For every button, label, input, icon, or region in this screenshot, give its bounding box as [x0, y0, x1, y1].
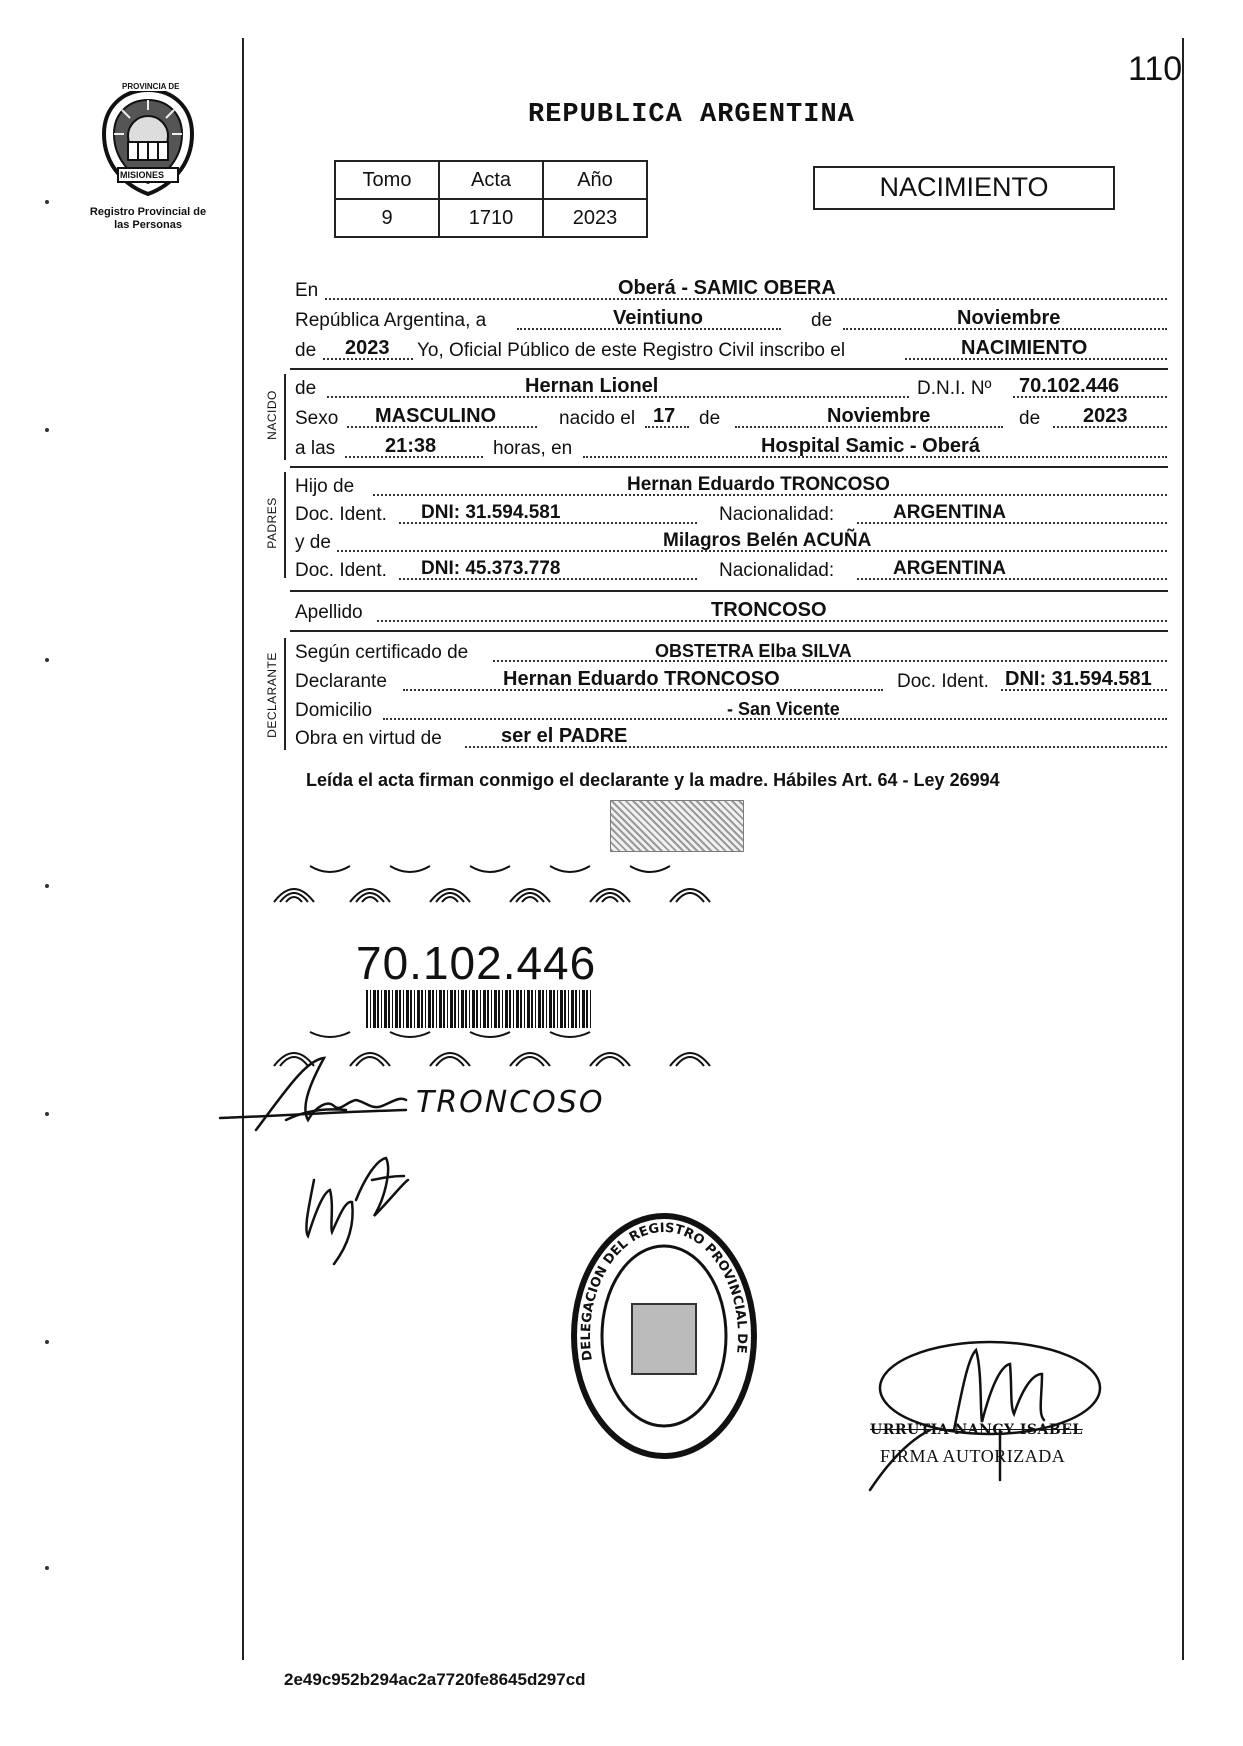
label-nacionalidad: Nacionalidad: — [719, 504, 835, 525]
barcode — [366, 990, 592, 1028]
label-doc-ident: Doc. Ident. — [295, 504, 387, 525]
province-logo — [92, 82, 204, 198]
logo-text-bottom: MISIONES — [120, 170, 165, 180]
label-de-birth-year: de — [1019, 408, 1041, 429]
value-birth-year: 2023 — [1083, 405, 1128, 427]
value-act: NACIMIENTO — [961, 337, 1088, 359]
official-signature — [850, 1310, 1100, 1510]
label-de-month: de — [811, 310, 833, 331]
value-domicilio: - San Vicente — [727, 699, 840, 719]
page-number: 110 — [1128, 50, 1183, 88]
value-mother-nationality: ARGENTINA — [893, 558, 1006, 579]
punch-dot — [45, 1112, 49, 1116]
punch-dot — [45, 428, 49, 432]
value-declarante-name: Hernan Eduardo TRONCOSO — [503, 668, 780, 690]
label-domicilio: Domicilio — [295, 700, 373, 721]
row-domicilio — [293, 696, 1167, 722]
table-header-ano: Año — [543, 161, 647, 199]
punch-dot — [45, 884, 49, 888]
table-header-acta: Acta — [439, 161, 543, 199]
punch-dot — [45, 658, 49, 662]
row-mother-doc — [293, 556, 1167, 582]
right-margin-line — [1182, 38, 1184, 1660]
row-father-doc — [293, 500, 1167, 526]
logo-text-top: PROVINCIA DE — [122, 82, 180, 91]
label-doc-ident: Doc. Ident. — [295, 560, 387, 581]
row-en — [293, 276, 1167, 302]
punch-dot — [45, 200, 49, 204]
row-y-de — [293, 528, 1167, 554]
value-year: 2023 — [345, 337, 390, 359]
handwritten-surname: TRONCOSO — [416, 1085, 605, 1120]
legal-text: Leída el acta firman conmigo el declarante y la madre. Hábiles Art. 64 - Ley 26994 — [306, 770, 1000, 790]
separator-line — [290, 630, 1168, 632]
label-officer: Yo, Oficial Público de este Registro Civil inscribo el — [417, 340, 846, 361]
label-y-de: y de — [295, 532, 331, 553]
value-mother-name: Milagros Belén ACUÑA — [663, 530, 872, 551]
separator-line — [290, 466, 1168, 468]
row-apellido — [293, 598, 1167, 624]
value-declarante-doc: DNI: 31.594.581 — [1005, 668, 1152, 690]
value-place: Oberá - SAMIC OBERA — [618, 277, 836, 299]
left-margin-line — [242, 38, 244, 1660]
footer-hash: 2e49c952b294ac2a7720fe8645d297cd — [284, 1670, 586, 1689]
value-certificado: OBSTETRA Elba SILVA — [655, 641, 852, 661]
label-sexo: Sexo — [295, 408, 339, 429]
label-horas: horas, en — [493, 438, 573, 459]
punch-dot — [45, 1340, 49, 1344]
value-father-nationality: ARGENTINA — [893, 502, 1006, 523]
registry-name: Registro Provincial de las Personas — [89, 206, 207, 231]
value-apellido: TRONCOSO — [711, 599, 827, 621]
label-republica: República Argentina, a — [295, 310, 487, 331]
security-pattern — [610, 800, 744, 852]
value-father-doc: DNI: 31.594.581 — [421, 502, 561, 523]
value-birth-month: Noviembre — [827, 405, 931, 427]
country-title: REPUBLICA ARGENTINA — [528, 100, 855, 130]
table-value-ano: 2023 — [543, 199, 647, 237]
declarant-signature — [216, 1050, 605, 1140]
row-a-las — [293, 434, 1167, 460]
row-certificado — [293, 638, 1167, 664]
value-day-words: Veintiuno — [613, 307, 703, 329]
row-declarante — [293, 667, 1167, 693]
row-obra — [293, 724, 1167, 750]
label-nacido-el: nacido el — [559, 408, 636, 429]
mother-signature — [294, 1140, 424, 1270]
table-header-tomo: Tomo — [335, 161, 439, 199]
value-month: Noviembre — [957, 307, 1061, 329]
official-caption: FIRMA AUTORIZADA — [880, 1446, 1066, 1466]
label-apellido: Apellido — [295, 602, 363, 623]
side-label-padres: PADRES — [265, 497, 279, 549]
official-name: URRUTIA NANCY ISABEL — [870, 1422, 1083, 1438]
side-label-nacido: NACIDO — [265, 390, 279, 440]
value-father-name: Hernan Eduardo TRONCOSO — [627, 474, 890, 495]
label-a-las: a las — [295, 438, 336, 459]
separator-line — [290, 368, 1168, 370]
record-table — [334, 160, 648, 238]
label-de-name: de — [295, 378, 317, 399]
label-dni: D.N.I. Nº — [917, 378, 992, 399]
row-sexo — [293, 404, 1167, 430]
record-type-box: NACIMIENTO — [813, 166, 1115, 210]
label-en: En — [295, 280, 319, 301]
value-birth-time: 21:38 — [385, 435, 437, 457]
table-value-tomo: 9 — [335, 199, 439, 237]
value-obra: ser el PADRE — [501, 725, 628, 747]
official-seal — [568, 1210, 760, 1462]
row-year-officer — [293, 336, 1167, 362]
label-nacionalidad: Nacionalidad: — [719, 560, 835, 581]
label-hijo-de: Hijo de — [295, 476, 355, 497]
row-hijo-de — [293, 472, 1167, 498]
label-obra: Obra en virtud de — [295, 728, 442, 749]
decorative-strip-top — [270, 862, 716, 906]
row-republica — [293, 306, 1167, 332]
table-value-acta: 1710 — [439, 199, 543, 237]
label-certificado: Según certificado de — [295, 642, 469, 663]
value-birth-place: Hospital Samic - Oberá — [761, 435, 980, 457]
value-birth-day: 17 — [653, 405, 676, 427]
punch-dot — [45, 1566, 49, 1570]
label-declarante: Declarante — [295, 671, 387, 692]
value-sexo: MASCULINO — [375, 405, 497, 427]
value-child-name: Hernan Lionel — [525, 375, 659, 397]
separator-line — [290, 590, 1168, 592]
value-child-dni: 70.102.446 — [1019, 375, 1120, 397]
value-mother-doc: DNI: 45.373.778 — [421, 558, 561, 579]
label-doc-ident-declarante: Doc. Ident. — [897, 671, 989, 692]
row-nacido-name — [293, 374, 1167, 400]
seal-text: DELEGACION DEL REGISTRO PROVINCIAL DE — [578, 1220, 750, 1362]
label-de-birth-month: de — [699, 408, 721, 429]
barcode-number: 70.102.446 — [356, 937, 597, 989]
label-de-year: de — [295, 340, 317, 361]
side-label-declarante: DECLARANTE — [265, 652, 279, 738]
